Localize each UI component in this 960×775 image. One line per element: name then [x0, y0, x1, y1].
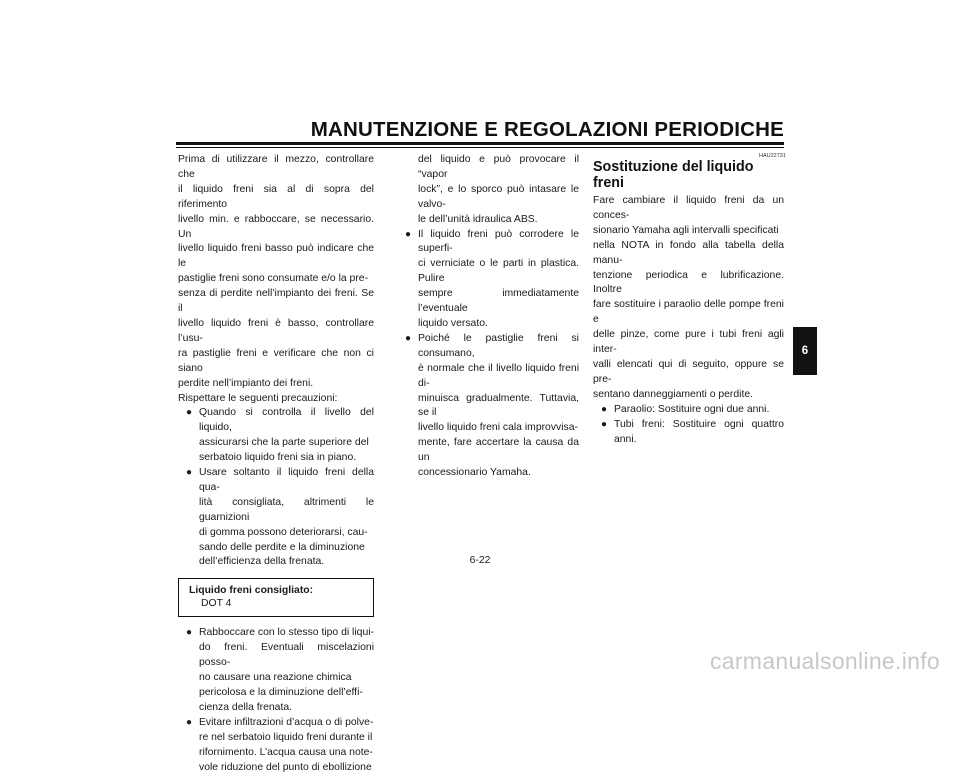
text-line: serbatoio liquido freni sia in piano.	[199, 452, 357, 464]
text-line: re nel serbatoio liquido freni durante il	[199, 731, 373, 743]
text-line: sionario Yamaha agli intervalli specificati	[593, 224, 779, 236]
text-line: di gomma possono deteriorarsi, cau-	[199, 526, 368, 538]
bullet-item	[601, 418, 784, 448]
text-line: sando delle perdite e la diminuzione	[199, 541, 365, 553]
text-line: Poiché le pastiglie freni si consumano,	[418, 332, 579, 359]
section-paragraph	[593, 194, 784, 403]
text-line: cienza della frenata.	[199, 701, 292, 713]
text-line: no causare una reazione chimica	[199, 672, 352, 684]
text-line: rifornimento. L’acqua causa una note-	[199, 746, 373, 758]
text-line: pericolosa e la diminuzione dell’effi-	[199, 687, 363, 698]
bullet-item	[186, 626, 374, 715]
text-line: livello liquido freni cala improvvisa-	[418, 422, 578, 434]
bullet-text: Paraolio: Sostituire ogni due anni.	[614, 403, 770, 415]
precautions-intro: Rispettare le seguenti precauzioni:	[178, 392, 338, 404]
text-line: liquido versato.	[418, 317, 488, 329]
recommended-fluid-value: DOT 4	[201, 598, 232, 610]
text-line: le dell’unità idraulica ABS.	[418, 213, 538, 225]
bullet-spacer	[405, 153, 418, 228]
bullet-icon: ●	[601, 418, 608, 430]
section-code: HAU22731	[759, 153, 786, 159]
text-line: Quando si controlla il livello del liquido,	[199, 407, 374, 434]
text-line: è normale che il livello liquido freni di-	[418, 362, 579, 389]
text-line: ra pastiglie freni e verificare che non ci siano	[178, 347, 374, 374]
text-line: assicurarsi che la parte superiore del	[199, 437, 369, 449]
bullet-item	[186, 466, 374, 570]
text-line: Il liquido freni può corrodere le superfi-	[418, 228, 579, 255]
text-line: Evitare infiltrazioni d’acqua o di polve-	[199, 716, 374, 728]
page-title: MANUTENZIONE E REGOLAZIONI PERIODICHE	[310, 118, 784, 141]
watermark: carmanualsonline.info	[709, 648, 940, 674]
text-line: valli elencati qui di seguito, oppure se pre-	[593, 358, 784, 385]
text-line: fare sostituire i paraolio delle pompe freni e	[593, 299, 784, 326]
bullet-icon: ●	[186, 407, 193, 419]
text-line: ci verniciate o le parti in plastica. Pulire	[418, 258, 579, 285]
bullet-item	[601, 403, 784, 418]
text-line: do freni. Eventuali miscelazioni posso-	[199, 642, 374, 669]
bullet-item	[186, 406, 374, 466]
header-rule-thin	[176, 147, 784, 148]
text-line: nella NOTA in fondo alla tabella della manu-	[593, 239, 784, 266]
bullet-icon: ●	[601, 403, 608, 415]
text-line: Fare cambiare il liquido freni da un conces-	[593, 195, 784, 221]
text-line: livello min. e rabboccare, se necessario. Un	[178, 213, 374, 240]
chapter-tab: 6	[793, 327, 817, 375]
bullet-item	[405, 228, 579, 332]
header-rule-thick	[176, 142, 784, 145]
text-line: sempre immediatamente l’eventuale	[418, 288, 579, 315]
text-line: perdite nell’impianto dei freni.	[178, 377, 314, 389]
text-line: concessionario Yamaha.	[418, 467, 531, 479]
bullet-icon: ●	[186, 716, 193, 728]
text-line: senza di perdite nell’impianto dei freni. Se il	[178, 288, 374, 315]
intro-paragraph	[178, 153, 374, 392]
text-line: del liquido e può provocare il “vapor	[418, 154, 579, 180]
bullet-icon: ●	[405, 332, 412, 344]
text-line: tenzione periodica e lubrificazione. Inoltre	[593, 269, 784, 296]
text-line: Rabboccare con lo stesso tipo di liqui-	[199, 627, 375, 639]
column-left	[178, 153, 374, 775]
text-line: Usare soltanto il liquido freni della qua-	[199, 467, 374, 493]
text-line: livello liquido freni è basso, controllare l’usu-	[178, 317, 374, 344]
text-line: Prima di utilizzare il mezzo, controllare che	[178, 154, 374, 180]
text-line: livello liquido freni basso può indicare che le	[178, 243, 374, 270]
text-line: mente, fare accertare la causa da un	[418, 437, 579, 464]
page-number: 6-22	[469, 555, 491, 566]
text-line: sentano danneggiamenti o perdite.	[593, 388, 754, 400]
recommended-fluid-box	[178, 578, 374, 617]
column-middle	[397, 153, 579, 481]
text-line: delle pinze, come pure i tubi freni agli inter-	[593, 329, 784, 356]
bullet-continuation	[405, 153, 579, 228]
bullet-icon: ●	[186, 467, 193, 479]
bullet-icon: ●	[186, 627, 193, 639]
text-line: vole riduzione del punto di ebollizione	[199, 761, 372, 773]
bullet-item	[405, 332, 579, 481]
bullet-icon: ●	[405, 228, 412, 240]
column-right	[593, 153, 784, 447]
section-title: Sostituzione del liquido freni	[593, 159, 754, 191]
text-line: pastiglie freni sono consumate e/o la pre-	[178, 273, 369, 285]
recommended-fluid-label: Liquido freni consigliato:	[189, 585, 314, 597]
text-line: lock”, e lo sporco può intasare le valvo-	[418, 183, 579, 210]
bullet-text: Tubi freni: Sostituire ogni quattro anni.	[614, 418, 784, 445]
bullet-item	[186, 716, 374, 775]
text-line: il liquido freni sia al di sopra del riferimento	[178, 183, 374, 210]
text-line: dell’efficienza della frenata.	[199, 556, 325, 568]
text-line: minuisca gradualmente. Tuttavia, se il	[418, 392, 579, 419]
text-line: lità consigliata, altrimenti le guarnizioni	[199, 496, 374, 523]
